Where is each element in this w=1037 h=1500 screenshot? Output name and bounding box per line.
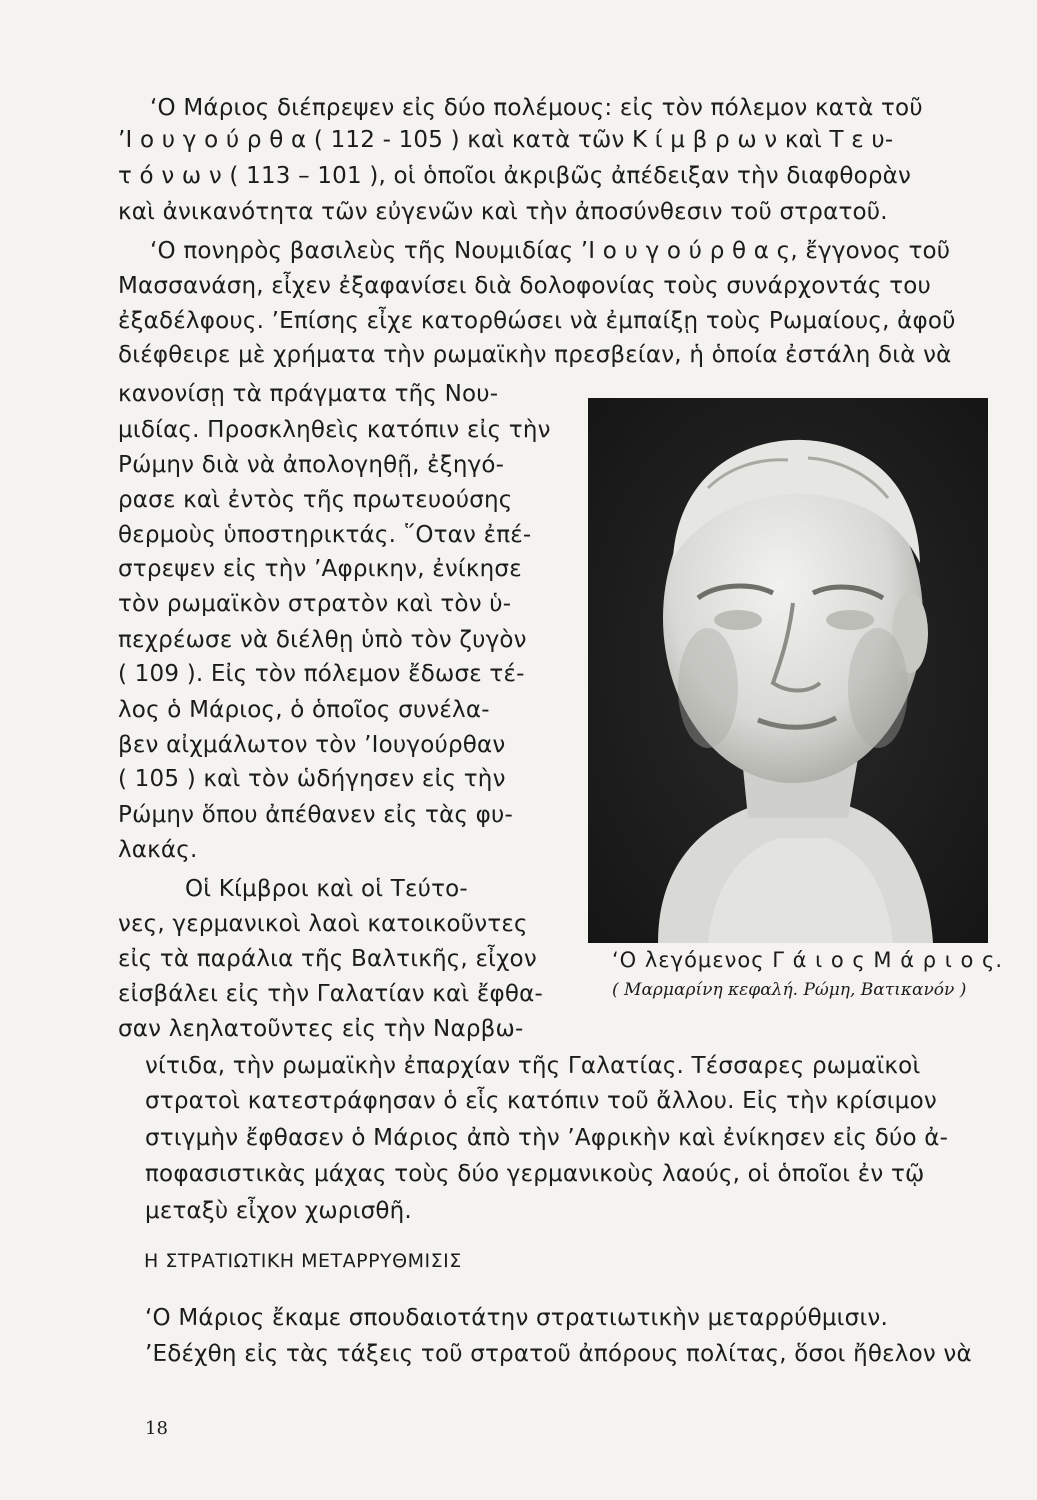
paragraph-2-line: βεν αἰχμάλωτον τὸν ’Ιουγούρθαν [118, 732, 506, 758]
paragraph-3-line: εἰς τὰ παράλια τῆς Βαλτικῆς, εἶχον [118, 946, 537, 972]
paragraph-1-line: ’Ι ο υ γ ο ύ ρ θ α ( 112 - 105 ) καὶ κατὰ τῶν Κ ί μ β ρ ω ν καὶ Τ ε υ- [118, 127, 894, 153]
paragraph-3-line: εἰσβάλει εἰς τὴν Γαλατίαν καὶ ἔφθα- [118, 981, 544, 1007]
paragraph-3-line: στρατοὶ κατεστράφησαν ὁ εἷς κατόπιν τοῦ ἄλλου. Εἰς τὴν κρίσιμον [145, 1088, 937, 1114]
bust-illustration [588, 398, 988, 943]
paragraph-3-line: νες, γερμανικοὶ λαοὶ κατοικοῦντες [118, 911, 528, 937]
paragraph-3-line: μεταξὺ εἶχον χωρισθῆ. [145, 1198, 412, 1224]
paragraph-1-line: καὶ ἀνικανότητα τῶν εὐγενῶν καὶ τὴν ἀποσύνθεσιν τοῦ στρατοῦ. [118, 199, 888, 225]
paragraph-2-line: Ρώμην ὅπου ἀπέθανεν εἰς τὰς φυ- [118, 802, 514, 828]
figure-caption: ‘Ο λεγόμενος Γ ά ι ο ς Μ ά ρ ι ο ς. [612, 948, 1004, 972]
marius-bust-photo [588, 398, 988, 943]
paragraph-2-line: ρασε καὶ ἐντὸς τῆς πρωτευούσης [118, 487, 513, 513]
paragraph-2-line: Μασσανάση, εἶχεν ἐξαφανίσει διὰ δολοφονίας τοὺς συνάρχοντάς του [118, 273, 932, 299]
paragraph-2-line: λακάς. [118, 837, 198, 863]
figure-caption-source: ( Μαρμαρίνη κεφαλή. Ρώμη, Βατικανόν ) [612, 980, 967, 1000]
paragraph-2-line: στρεψεν εἰς τὴν ’Αφρικην, ἐνίκησε [118, 556, 522, 582]
paragraph-4-line: ’Εδέχθη εἰς τὰς τάξεις τοῦ στρατοῦ ἀπόρους πολίτας, ὅσοι ἤθελον νὰ [145, 1341, 972, 1367]
paragraph-2-line: ἐξαδέλφους. ’Επίσης εἶχε κατορθώσει νὰ ἐμπαίξῃ τοὺς Ρωμαίους, ἀφοῦ [118, 308, 956, 334]
paragraph-1-line: ‘Ο Μάριος διέπρεψεν εἰς δύο πολέμους: εἰς τὸν πόλεμον κατὰ τοῦ [150, 95, 923, 121]
paragraph-4-line: ‘Ο Μάριος ἔκαμε σπουδαιοτάτην στρατιωτικὴν μεταρρύθμισιν. [145, 1305, 888, 1331]
paragraph-2-line: ‘Ο πονηρὸς βασιλεὺς τῆς Νουμιδίας ’Ι ο υ γ ο ύ ρ θ α ς, ἔγγονος τοῦ [150, 238, 951, 264]
section-heading: Η ΣΤΡΑΤΙΩΤΙΚΗ ΜΕΤΑΡΡΥΘΜΙΣΙΣ [144, 1250, 462, 1272]
paragraph-2-line: μιδίας. Προσκληθεὶς κατόπιν εἰς τὴν [118, 417, 551, 443]
paragraph-2-line: πεχρέωσε νὰ διέλθῃ ὑπὸ τὸν ζυγὸν [118, 627, 527, 653]
paragraph-3-line: Οἱ Κίμβροι καὶ οἱ Τεύτο- [185, 876, 468, 902]
paragraph-3-line: νίτιδα, τὴν ρωμαϊκὴν ἐπαρχίαν τῆς Γαλατίας. Τέσσαρες ρωμαϊκοὶ [145, 1053, 921, 1079]
paragraph-2-line: ( 105 ) καὶ τὸν ὡδήγησεν εἰς τὴν [118, 766, 506, 792]
paragraph-3-line: στιγμὴν ἔφθασεν ὁ Μάριος ἀπὸ τὴν ’Αφρικὴν καὶ ἐνίκησεν εἰς δύο ἀ- [145, 1125, 949, 1151]
paragraph-2-line: Ρώμην διὰ νὰ ἀπολογηθῇ, ἐξηγό- [118, 452, 505, 478]
paragraph-3-line: σαν λεηλατοῦντες εἰς τὴν Ναρβω- [118, 1016, 524, 1042]
paragraph-2-line: διέφθειρε μὲ χρήματα τὴν ρωμαϊκὴν πρεσβείαν, ἡ ὁποία ἐστάλη διὰ νὰ [118, 342, 952, 368]
paragraph-3-line: ποφασιστικὰς μάχας τοὺς δύο γερμανικοὺς λαούς, οἱ ὁποῖοι ἐν τῷ [145, 1161, 925, 1187]
paragraph-2-line: λος ὁ Μάριος, ὁ ὁποῖος συνέλα- [118, 697, 490, 723]
page-number: 18 [145, 1418, 168, 1439]
paragraph-2-line: ( 109 ). Εἰς τὸν πόλεμον ἔδωσε τέ- [118, 661, 525, 687]
paragraph-2-line: κανονίσῃ τὰ πράγματα τῆς Νου- [118, 381, 499, 407]
paragraph-2-line: θερμοὺς ὑποστηρικτάς. ῞Οταν ἐπέ- [118, 522, 532, 548]
paragraph-2-line: τὸν ρωμαϊκὸν στρατὸν καὶ τὸν ὑ- [118, 591, 512, 617]
paragraph-1-line: τ ό ν ω ν ( 113 – 101 ), οἱ ὁποῖοι ἀκριβῶς ἀπέδειξαν τὴν διαφθορὰν [118, 163, 912, 189]
